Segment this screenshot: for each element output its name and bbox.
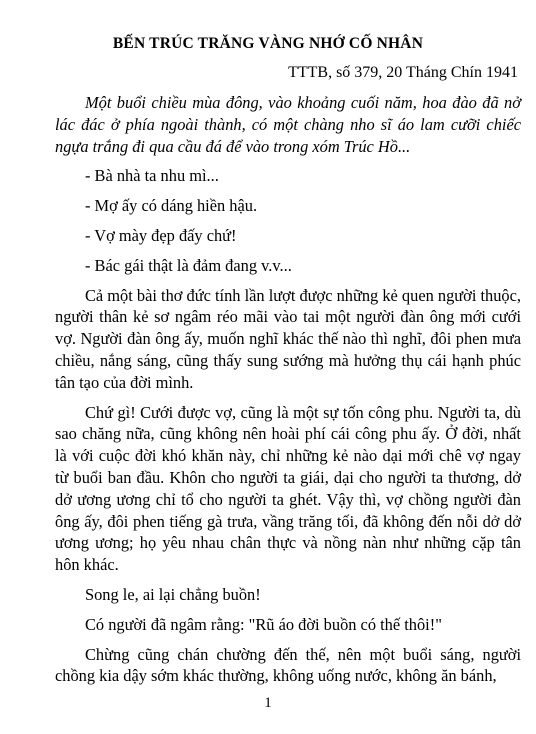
source-citation: TTTB, số 379, 20 Tháng Chín 1941 xyxy=(288,64,518,81)
body-paragraph: Cả một bài thơ đức tính lần lượt được những kẻ quen người thuộc, người thân kẻ sơ ngâm réo mãi vào tai một người đàn ông mới cưới vợ. Người đàn ông ấy, muốn nghĩ khác thế nào thì nghĩ, đôi phen mưa chiều, nắng sáng, cũng thấy sung sướng mà hưởng thụ cái hạnh phúc tân tạo của đời mình. xyxy=(55,285,521,392)
body-paragraph: Chứ gì! Cưới được vợ, cũng là một sự tốn công phu. Người ta, dù sao chăng nữa, cũng không nên hoài phí cái công phu ấy. Ở đời, nhất là với cuộc đời khó khăn này, chỉ những kẻ nào dại mới chê vợ ngay từ buổi ban đầu. Khôn cho người ta giái, dại cho người ta thương, dở dở ương ương chỉ tổ cho người ta ghét. Vậy thì, vợ chồng người đàn ông ấy, đôi phen tiếng gà trưa, vầng trăng tối, đã không đến nỗi dở dở ương ương; họ yêu nhau chân thực và nồng nàn như những cặp tân hôn khác. xyxy=(55,402,521,575)
dialogue-line: - Bà nhà ta nhu mì... xyxy=(85,166,219,186)
dialogue-line: - Mợ ấy có dáng hiền hậu. xyxy=(85,196,258,216)
body-paragraph: Có người đã ngâm rằng: "Rũ áo đời buồn có thế thôi!" xyxy=(85,614,442,634)
body-paragraph: Song le, ai lại chẳng buồn! xyxy=(85,584,261,604)
dialogue-line: - Bác gái thật là đảm đang v.v... xyxy=(85,255,292,275)
page-title: BẾN TRÚC TRĂNG VÀNG NHỚ CỐ NHÂN xyxy=(112,35,424,52)
page-number: 1 xyxy=(264,695,272,711)
dialogue-line: - Vợ mày đẹp đấy chứ! xyxy=(85,225,237,245)
intro-paragraph: Một buổi chiều mùa đông, vào khoảng cuối năm, hoa đào đã nở lác đác ở phía ngoài thành, có một chàng nho sĩ áo lam cưỡi chiếc ngựa trắng đi qua cầu đá để vào trong xóm Trúc Hồ... xyxy=(55,93,521,156)
body-paragraph: Chừng cũng chán chường đến thế, nên một buổi sáng, người chồng kia dậy sớm khác thường, không uống nước, không ăn bánh, xyxy=(55,644,521,686)
article-body xyxy=(55,92,521,687)
